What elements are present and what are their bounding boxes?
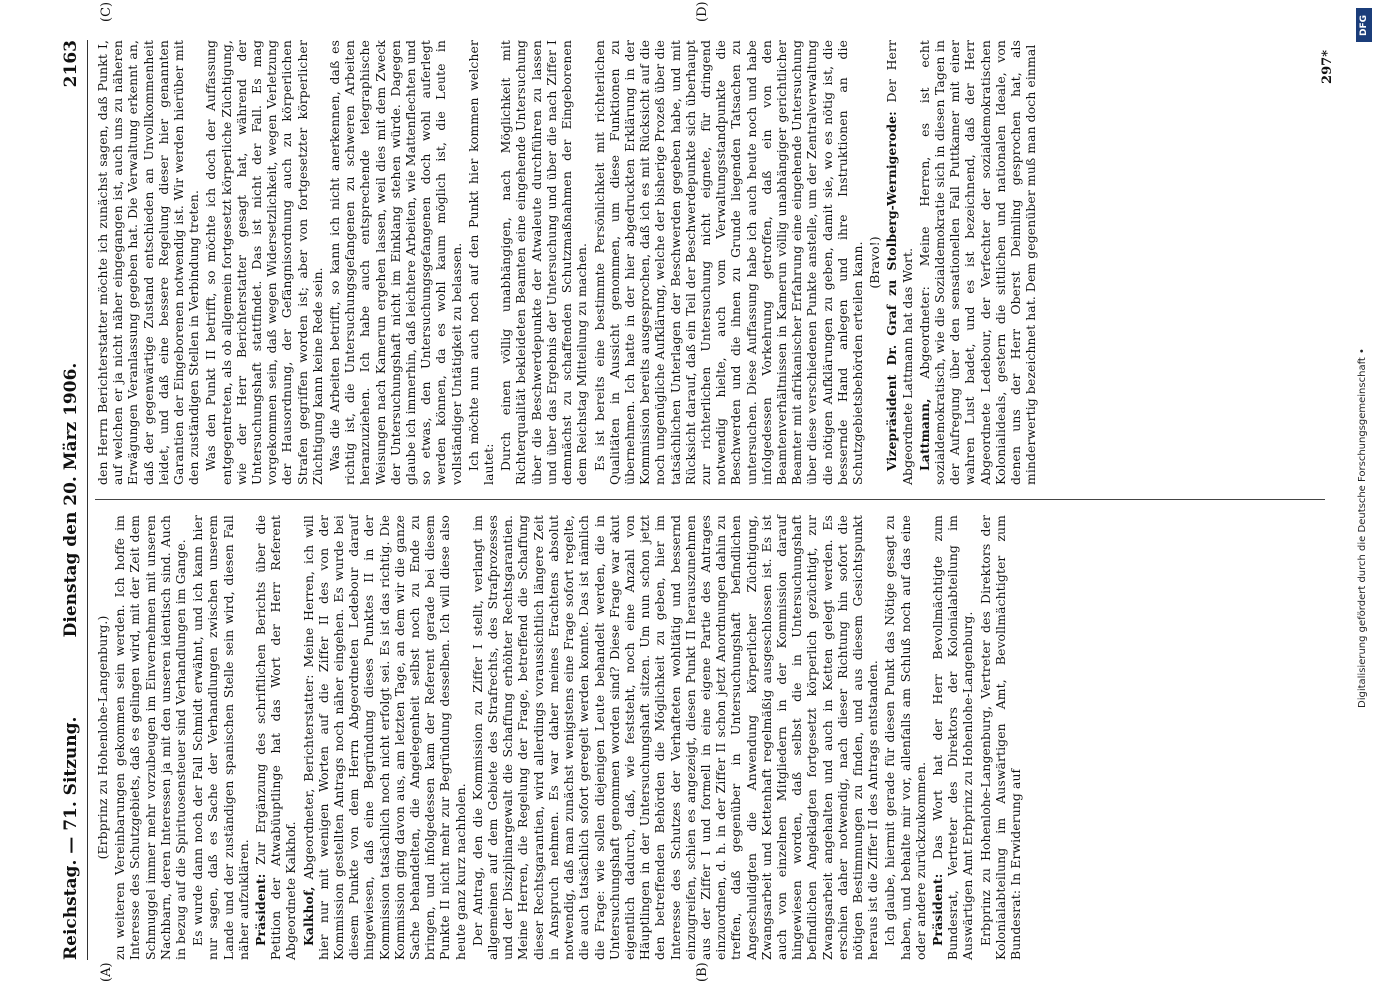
speaker-name: Kalkhof, xyxy=(300,886,316,946)
speaker-name: Präsident: xyxy=(929,873,945,946)
paragraph: Es wurde dann noch der Fall Schmidt erwähnt, und ich kann hier nur sagen, daß es Sache der Verhandlungen zwischen unserem Lande und der zuständigen spanischen Stelle sein wird, diesen Fall näher aufzuklären. xyxy=(190,515,251,960)
signature-mark: 297* xyxy=(1320,50,1335,84)
speaker-name: Präsident: xyxy=(253,873,269,946)
quoted-motion: Durch einen völlig unabhängigen, nach Möglichkeit mit Richterqualität bekleideten Beamten eine eingehende Untersuchung über die Beschwerdepunkte der Atwaleute durchführen zu lassen und über das Ergebnis der Untersuchung und über die nach Ziffer I demnächst zu schaffenden Schutzmaßnahmen der Eingeborenen dem Reichstag Mitteilung zu machen. xyxy=(498,40,590,485)
margin-marker-c: (C) xyxy=(99,1,114,22)
dfg-logo: DFG xyxy=(1356,8,1372,42)
paragraph xyxy=(930,515,976,960)
margin-marker-d: (D) xyxy=(695,1,710,22)
column-divider xyxy=(95,499,1325,500)
speech-text: Das Wort hat der Herr Bevollmächtigte zum Bundesrat, Vertreter des Direktors der Kolonialabteilung im Auswärtigen Amt Erbprinz zu Hohenlohe-Langenburg. xyxy=(929,515,976,960)
speech-text: Abgeordneter: Meine Herren, es ist echt sozialdemokratisch, wie die Sozialdemokratie sich in diesen Tagen in der Aufregung über den sensationellen Fall Puttkamer mit einer wahren Lust badet, und es ist bezeichnend, daß der Herr Abgeordnete Ledebour, der Verfechter der sozialdemokratischen Kolonialideals, gestern die sittlichen und nationalen Ideale, von denen uns der Herr Oberst Deimling gesprochen hat, als minderwertig bezeichnet hat. Dem gegenüber muß man doch einmal xyxy=(916,39,1039,485)
paragraph xyxy=(301,515,468,960)
header-date: Dienstag den 20. März 1906. xyxy=(61,362,81,638)
speech-text: Zur Ergänzung des schriftlichen Berichts über die Petition der Atwabüuptlinge hat das Wort der Herr Referent Abgeordnete Kalkhof. xyxy=(253,514,299,960)
speech-text: Abgeordneter, Berichterstatter: Meine Herren, ich will hier nur mit wenigen Worten auf die Ziffer II des von der Kommission gestellten Antrags noch näher eingehen. Es wurde bei diesem Punkte von dem Herrn Abgeordneten Ledebour darauf hingewiesen, daß eine Begründung dieses Punktes II in der Kommission tatsächlich noch nicht erfolgt sei. Es ist das richtig. Die Kommission ging davon aus, am letzten Tage, an dem wir die ganze Sache behandelten, die Angelegenheit selbst noch zu Ende zu bringen, und infolgedessen kam der Referent gerade bei diesem Punkte II nicht mehr zur Begründung desselben. Ich will diese also heute ganz kurz nachholen. xyxy=(300,515,468,960)
margin-marker-a: (A) xyxy=(99,962,114,982)
rotated-document-page xyxy=(55,0,1355,1000)
page-number: 2163 xyxy=(61,40,81,88)
margin-marker-b: (B) xyxy=(695,962,710,982)
paragraph xyxy=(253,515,299,960)
page-header xyxy=(61,40,87,960)
paragraph: Erbprinz zu Hohenlohe-Langenburg, Vertreter des Direktors der Kolonialabteilung im Auswärtigen Amt, Bevollmächtigter zum Bundesrat: In Erwiderung auf xyxy=(977,515,1023,960)
paragraph: Was die Arbeiten betrifft, so kann ich nicht anerkennen, daß es richtig ist, die Untersuchungsgefangenen zu schweren Arbeiten heranzuziehen. Ich habe auch entsprechende telegraphische Weisungen nach Kamerun ergehen lassen, weil dies mit dem Zweck der Untersuchungshaft nicht im Einklang stehen würde. Dagegen glaube ich immerhin, daß leichtere Arbeiten, wie Mattenflechten und so etwas, den Untersuchungsgefangenen doch wohl auferlegt werden können, da es wohl kaum möglich ist, die Leute in vollständiger Untätigkeit zu belassen. xyxy=(327,40,464,485)
left-column xyxy=(95,515,1025,960)
paragraph: Es ist bereits eine bestimmte Persönlichkeit mit richterlichen Qualitäten in Aussicht genommen, um diese Funktionen zu übernehmen. Ich hatte in der hier abgedruckten Erklärung in der Kommission bereits ausgesprochen, daß ich es mit Rücksicht auf die noch ungenügliche Aufklärung, welche der bisherige Prozeß über die tatsächlichen Unterlagen der Beschwerden gegeben habe, und mit Rücksicht darauf, daß ein Teil der Beschwerdepunkte sich überhaupt zur richterlichen Untersuchung nicht eignete, für dringend notwendig hielte, auch vom Verwaltungsstandpunkte die Beschwerden und die ihnen zu Grunde liegenden Tatsachen zu untersuchen. Diese Auffassung habe ich auch heute noch und habe infolgedessen Vorkehrung getroffen, daß ein von den Beamtenverhältnissen in Kamerun völlig unabhängiger gerichtlicher Beamter mit afrikanischer Erfahrung eine eingehende Untersuchung über diese verschiedenen Punkte anstelle, um der Zentralverwaltung die nötigen Aufklärungen zu geben, damit sie, wo es nötig ist, die bessernde Hand anlegen und ihre Instruktionen an die Schutzgebietsbehörden erteilen kann. xyxy=(591,40,865,485)
digitization-note: Digitalisierung gefördert durch die Deutsche Forschungsgemeinschaft • xyxy=(1357,348,1368,708)
header-rule xyxy=(87,40,88,960)
speaker-name: Vizepräsident Dr. Graf zu Stolberg-Wernigerode: xyxy=(884,111,900,471)
paragraph: Ich glaube, hiermit gerade für diesen Punkt das Nötige gesagt zu haben, und behalte mir vor, allenfalls am Schluß noch auf das eine oder andere zurückzukommen. xyxy=(882,515,928,960)
paragraph: den Herrn Berichterstatter möchte ich zunächst sagen, daß Punkt I, auf welchen er ja nicht näher eingegangen ist, auch uns zu näheren Erwägungen Veranlassung gegeben hat. Die Verwaltung erkennt an, daß der gegenwärtige Zustand entschieden an Unvollkommenheit leidet, und daß eine bessere Regelung dieser hier genannten Garantien der Eingeborenen notwendig ist. Wir werden hierüber mit den zuständigen Stellen in Verbindung treten. xyxy=(95,40,202,485)
paragraph xyxy=(917,40,1039,485)
digitization-sidebar xyxy=(1355,0,1375,1000)
paragraph: zu weiteren Vereinbarungen gekommen sein werden. Ich hoffe im Interesse des Schutzgebiets, daß es gelingen wird, mit der Zeit dem Schmuggel immer mehr vorzubeugen im Einvernehmen mit unseren Nachbarn, deren Interessen ja mit den unseren identisch sind. Auch in bezug auf die Spirituosensteuer sind Verhandlungen im Gange. xyxy=(112,515,189,960)
paragraph: Ich möchte nun auch noch auf den Punkt hier kommen welcher lautet: xyxy=(465,40,497,485)
paragraph xyxy=(884,40,914,485)
applause-note: (Bravo!) xyxy=(867,236,883,289)
paragraph: Der Antrag, den die Kommission zu Ziffer I stellt, verlangt im allgemeinen auf dem Gebiete des Strafrechts, des Strafprozesses und der Disziplinargewalt die Schaffung erhöhter Rechtsgarantien. Meine Herren, die Regelung der Frage, betreffend die Schaffung dieser Rechtsgarantien, wird allerdings voraussichtlich längere Zeit in Anspruch nehmen. Es war daher meines Erachtens absolut notwendig, daß man zunächst wenigstens eine Frage sofort regelte, die auch tatsächlich sofort geregelt werden konnte. Das ist nämlich die Frage: wie sollen diejenigen Leute behandelt werden, die in Untersuchungshaft genommen worden sind? Diese Frage war akut eigentlich dadurch, daß, wie feststeht, noch eine Anzahl von Häuptlingen in der Untersuchungshaft sitzen. Um nun schon jetzt den betreffenden Behörden die Möglichkeit zu geben, hier im Interesse des Schutzes der Verhafteten wohltätig und bessernd einzugreifen, schien es angezeigt, diesen Punkt II herauszunehmen aus der Ziffer I und formell in eine eigene Partie des Antrages einzuordnen, d. h. in der Ziffer II schon jetzt Anordnungen dahin zu treffen, daß gegenüber in Untersuchungshaft befindlichen Angeschuldigten die Anwendung körperlicher Züchtigung, Zwangsarbeit und Kettenhaft regelmäßig ausgeschlossen ist. Es ist auch von einzelnen Mitgliedern in der Kommission darauf hingewiesen worden, daß selbst die in Untersuchungshaft befindlichen Angeklagten fortgesetzt körperlich gezüchtigt, zur Zwangsarbeit angehalten und auch in Ketten gelegt werden. Es erschien daher notwendig, nach dieser Richtung hin sofort die nötigen Bestimmungen zu finden, und aus diesem Gesichtspunkt heraus ist die Ziffer II des Antrags entstanden. xyxy=(469,515,881,960)
speech-text: Der Herr Abgeordnete Lattmann hat das Wort. xyxy=(884,40,915,485)
speaker-name: Lattmann, xyxy=(916,398,932,471)
header-left: Reichstag. — 71. Sitzung. xyxy=(61,716,81,960)
right-column xyxy=(95,40,1040,485)
running-head: (Erbprinz zu Hohenlohe-Langenburg.) xyxy=(95,615,110,860)
paragraph: Was den Punkt II betrifft, so möchte ich doch der Auffassung entgegentreten, als ob allgemein fortgesetzt körperliche Züchtigung, wie der Herr Berichterstatter gesagt hat, während der Untersuchungshaft stattfindet. Das ist nicht der Fall. Es mag vorgekommen sein, daß wegen Widersetzlichkeit, wegen Verletzung der Hausordnung, der Gefängnisordnung auch zu körperlichen Strafen gegriffen worden ist; aber von fortgesetzter körperlicher Züchtigung kann keine Rede sein. xyxy=(203,40,325,485)
